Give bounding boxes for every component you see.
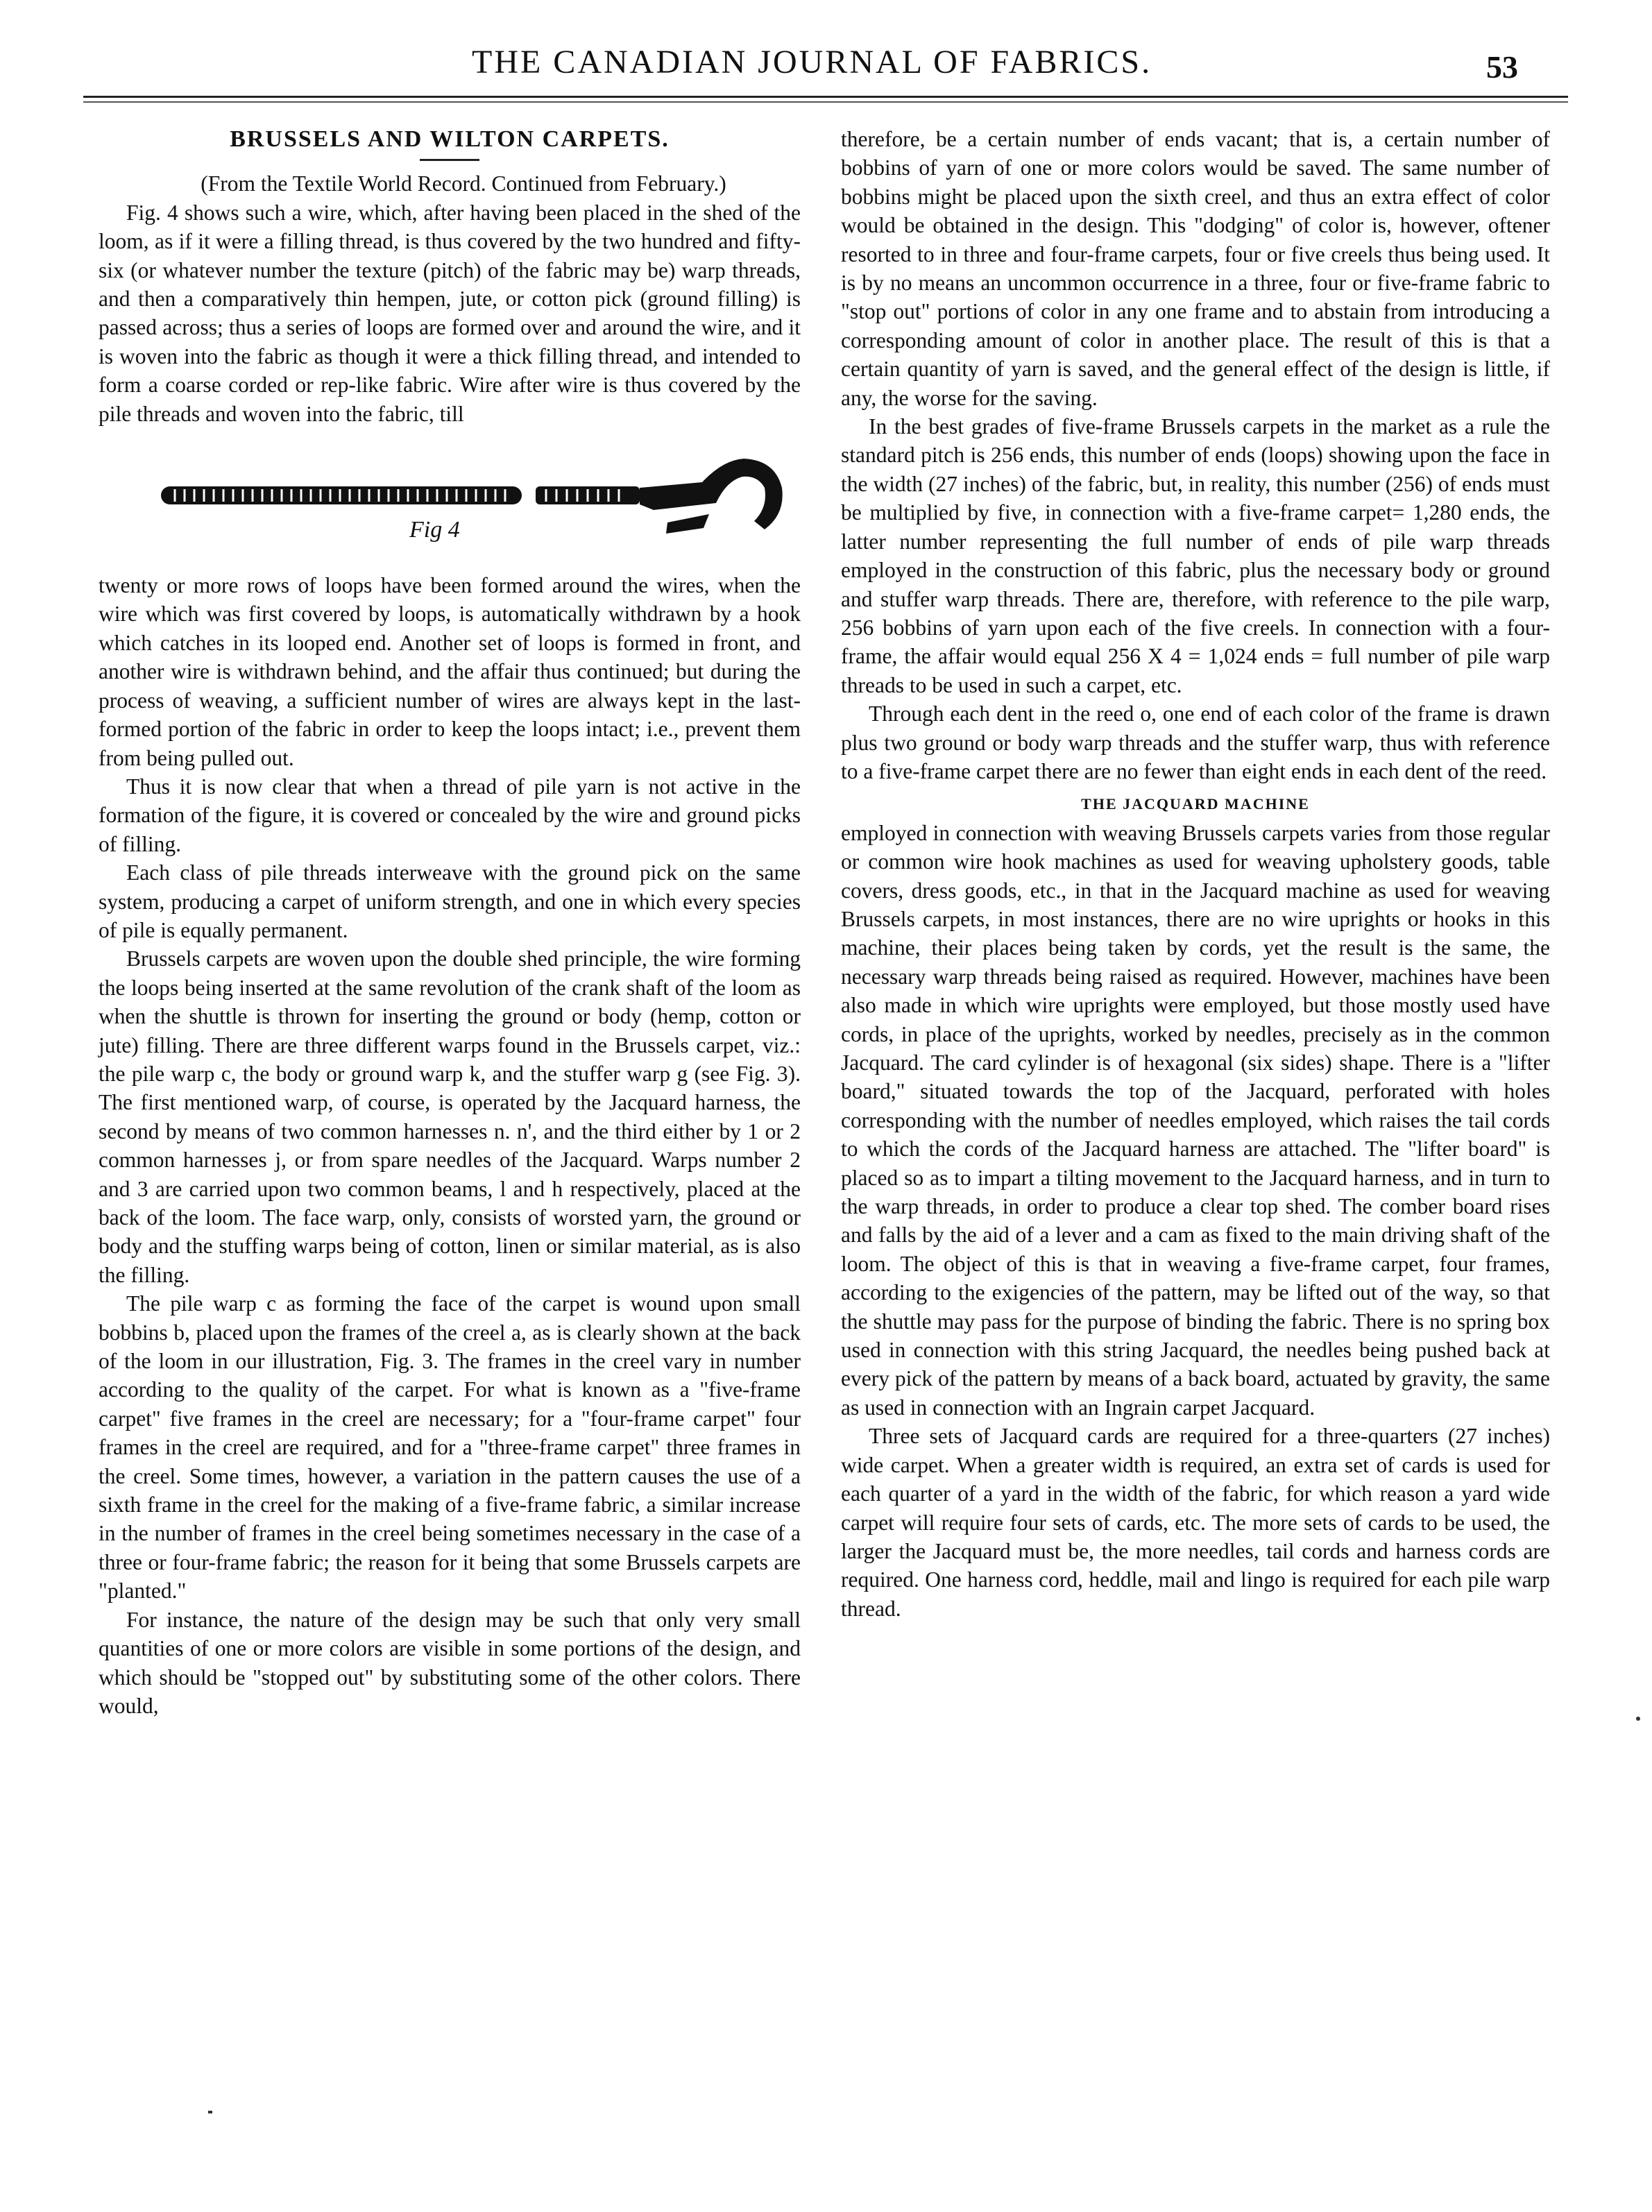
paragraph: Three sets of Jacquard cards are required for a three-quarters (27 inches) wide carpet. When a greater width is required, an extra set of cards is used for each quarter of a yard in the width of the fabric, for which reason a yard wide carpet will require four sets of cards, etc. The more sets of cards to be used, the larger the Jacquard must be, the more needles, tail cords and harness cords are required. One harness cord, heddle, mail and lingo is required for each pile warp thread.	[841, 1424, 1550, 1621]
wire-illustration	[99, 432, 801, 564]
paragraph: Thus it is now clear that when a thread of pile yarn is not active in the formation of the figure, it is covered or concealed by the wire and ground picks of filling.	[99, 774, 801, 856]
paragraph: therefore, be a certain number of ends vacant; that is, a certain number of bobbins of yarn of one or more colors would be saved. The same number of bobbins might be placed upon the sixth creel, and thus an extra effect of color would be obtained in the design. This "dodging" of color is, however, oftener resorted to in three and four-frame carpets, four or five creels thus being used. It is by no means an uncommon occurrence in a three, four or five-frame fabric to "stop out" portions of color in any one frame and to abstain from introducing a corresponding amount of color in another place. The result of this is that a certain quantity of yarn is saved, and the general effect of the design is little, if any, the worse for the saving.	[841, 127, 1550, 410]
paragraph: twenty or more rows of loops have been formed around the wires, when the wire which was first covered by loops, is automatically withdrawn by a hook which catches in its looped end. Another set of loops is formed in front, and another wire is withdrawn behind, and the affair thus continued; but during the process of weaving, a sufficient number of wires are always kept in the last-formed portion of the fabric in order to keep the loops intact; i.e., prevent them from being pulled out.	[99, 573, 801, 770]
paragraph: For instance, the nature of the design may be such that only very small quantities of one or more colors are visible in some portions of the design, and which should be "stopped out" by substituting some of the other colors. There would,	[99, 1607, 801, 1718]
article-title: BRUSSELS AND WILTON CARPETS.	[230, 126, 670, 152]
print-mark	[208, 2111, 212, 2113]
page-number: 53	[1486, 49, 1518, 85]
paragraph: The pile warp c as forming the face of the carpet is wound upon small bobbins b, placed upon the frames of the creel a, as is clearly shown at the back of the loom in our illustration, Fig. 3. The frames in the creel vary in number according to the quality of the carpet. For what is known as a "five-frame carpet" five frames in the creel are necessary; for a "four-frame carpet" four frames in the creel are required, and for a "three-frame carpet" three frames in the creel. Some times, however, a variation in the pattern causes the use of a sixth frame in the creel for the making of a five-frame fabric, a similar increase in the number of frames in the creel being sometimes necessary in the case of a three or four-frame fabric; the reason for it being that some Brussels carpets are "planted."	[99, 1291, 801, 1603]
paragraph: Brussels carpets are woven upon the double shed principle, the wire forming the loops being inserted at the same revolution of the crank shaft of the loom as when the shuttle is thrown for inserting the ground or body (hemp, cotton or jute) filling. There are three different warps found in the Brussels carpet, viz.: the pile warp c, the body or ground warp k, and the stuffer warp g (see Fig. 3). The first mentioned warp, of course, is operated by the Jacquard harness, the second by means of two common harnesses n. n', and the third either by 1 or 2 common harnesses j, or from spare needles of the Jacquard. Warps number 2 and 3 are carried upon two common beams, l and h respectively, placed at the back of the loom. The face warp, only, consists of worsted yarn, the ground or body and the stuffing warps being of cotton, linen or similar material, as is also the filling.	[99, 946, 801, 1287]
left-column	[99, 125, 801, 1720]
figure-label: Fig 4	[409, 517, 460, 543]
section-heading: THE JACQUARD MACHINE	[1081, 795, 1310, 813]
article-source: (From the Textile World Record. Continued from February.)	[201, 171, 726, 196]
paragraph: Fig. 4 shows such a wire, which, after having been placed in the shed of the loom, as if it were a filling thread, is thus covered by the two hundred and fifty-six (or whatever number the texture (pitch) of the fabric may be) warp threads, and then a comparatively thin hempen, jute, or cotton pick (ground filling) is passed across; thus a series of loops are formed over and around the wire, and it is woven into the fabric as though it were a thick filling thread, and intended to form a coarse corded or rep-like fabric. Wire after wire is thus covered by the pile threads and woven into the fabric, till	[99, 200, 801, 426]
title-rule	[420, 159, 479, 161]
print-speck	[1636, 1717, 1640, 1721]
paragraph: employed in connection with weaving Brussels carpets varies from those regular or common wire hook machines as used for weaving upholstery goods, table covers, dress goods, etc., in that in the Jacquard machine as used for weaving Brussels carpets, in most instances, there are no wire uprights or hooks in this machine, their places being taken by cords, yet the result is the same, the necessary warp threads being raised as required. However, machines have been also made in which wire uprights were employed, but those mostly used have cords, in place of the uprights, worked by needles, precisely as in the common Jacquard. The card cylinder is of hexagonal (six sides) shape. There is a "lifter board," situated towards the top of the Jacquard, perforated with holes corresponding with the number of needles employed, which raises the tail cords to which the cords of the Jacquard harness are attached. The "lifter board" is placed so as to impart a tilting movement to the Jacquard harness, and in turn to the warp threads, in order to produce a clear top shed. The comber board rises and falls by the aid of a lever and a cam as fixed to the main driving shaft of the loom. The object of this is that in weaving a five-frame carpet, four frames, according to the exigencies of the pattern, may be lifted out of the way, so that the shuttle may pass for the purpose of binding the fabric. There is no spring box used in connection with this string Jacquard, the needles being pushed back at every pick of the pattern by means of a back board, actuated by gravity, the same as used in connection with an Ingrain carpet Jacquard.	[841, 820, 1550, 1420]
header-rule-secondary	[83, 101, 1568, 103]
right-column	[841, 125, 1550, 1623]
paragraph: Through each dent in the reed o, one end of each color of the frame is drawn plus two ground or body warp threads and the stuffer warp, thus with reference to a five-frame carpet there are no fewer than eight ends in each dent of the reed.	[841, 701, 1550, 783]
header-rule	[83, 96, 1568, 98]
journal-title: THE CANADIAN JOURNAL OF FABRICS.	[472, 44, 1152, 80]
figure-4	[99, 432, 801, 564]
paragraph: Each class of pile threads interweave with the ground pick on the same system, producing a carpet of uniform strength, and one in which every species of pile is equally permanent.	[99, 860, 801, 942]
page-header	[0, 0, 1652, 104]
paragraph: In the best grades of five-frame Brussels carpets in the market as a rule the standard pitch is 256 ends, this number of ends (loops) showing upon the face in the width (27 inches) of the fabric, but, in reality, this number (256) of ends must be multiplied by five, in connection with a five-frame carpet= 1,280 ends, the latter number representing the full number of ends of pile warp threads employed in the construction of this fabric, plus the necessary body or ground and stuffer warp threads. There are, therefore, with reference to the pile warp, 256 bobbins of yarn upon each of the five creels. In connection with a four-frame, the affair would equal 256 X 4 = 1,024 ends = full number of pile warp threads to be used in such a carpet, etc.	[841, 414, 1550, 697]
